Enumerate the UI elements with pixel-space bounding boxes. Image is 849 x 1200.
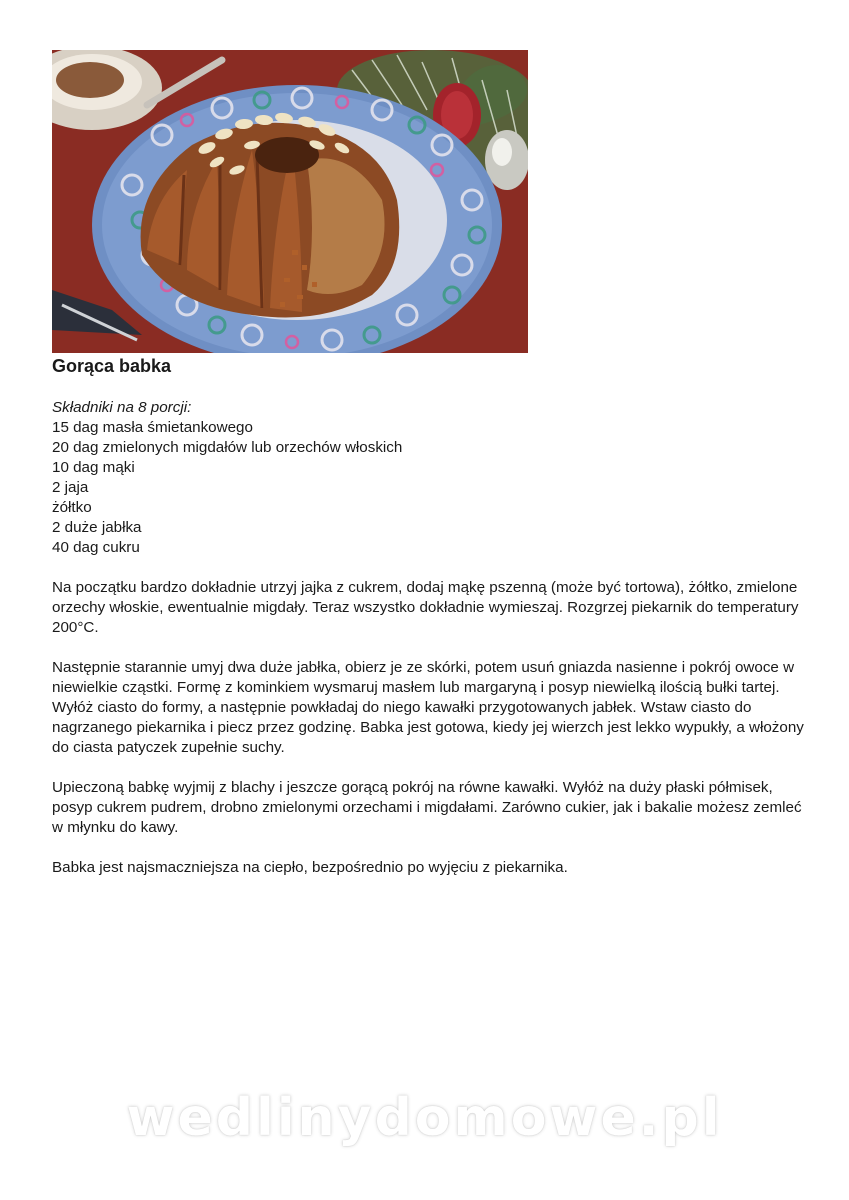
- ingredient-item: 40 dag cukru: [52, 539, 140, 556]
- ingredient-item: 20 dag zmielonych migdałów lub orzechów włoskich: [52, 439, 403, 456]
- watermark-logo: wedlinydomowe.pl: [126, 1088, 723, 1148]
- recipe-body: [52, 398, 812, 878]
- ingredient-item: 2 duże jabłka: [52, 519, 142, 536]
- ingredient-item: 10 dag mąki: [52, 459, 135, 476]
- ingredient-item: żółtko: [52, 499, 92, 516]
- instructions-paragraph: Następnie starannie umyj dwa duże jabłka, obierz je ze skórki, potem usuń gniazda nasienne i pokrój owoce w niewielkie cząstki. Formę z kominkiem wysmaruj masłem lub margaryną i posyp niewielką ilością bułki tartej. Wyłóż ciasto do formy, a następnie powkładaj do niego kawałki przygotowanych jabłek. Wstaw ciasto do nagrzanego piekarnika i piecz przez godzinę. Babka jest gotowa, kiedy jej wierzch jest lekko wypukły, a włożony do ciasta patyczek zupełnie suchy.: [52, 659, 804, 756]
- ingredient-item: 15 dag masła śmietankowego: [52, 419, 253, 436]
- recipe-photo: [52, 50, 528, 353]
- recipe-title: Gorąca babka: [52, 356, 172, 376]
- instructions-paragraph: Babka jest najsmaczniejsza na ciepło, bezpośrednio po wyjęciu z piekarnika.: [52, 859, 568, 876]
- ingredients-list: [52, 418, 812, 558]
- ingredients-heading: Składniki na 8 porcji:: [52, 399, 192, 416]
- instructions-paragraph: Upieczoną babkę wyjmij z blachy i jeszcze gorącą pokrój na równe kawałki. Wyłóż na duży płaski półmisek, posyp cukrem pudrem, drobno zmielonymi orzechami i migdałami. Zarówno cukier, jak i bakalie możesz zemleć w młynku do kawy.: [52, 779, 802, 836]
- ingredient-item: 2 jaja: [52, 479, 89, 496]
- instructions-paragraph: Na początku bardzo dokładnie utrzyj jajka z cukrem, dodaj mąkę pszenną (może być tortowa), żółtko, zmielone orzechy włoskie, ewentualnie migdały. Teraz wszystko dokładnie wymieszaj. Rozgrzej piekarnik do temperatury 200°C.: [52, 579, 799, 636]
